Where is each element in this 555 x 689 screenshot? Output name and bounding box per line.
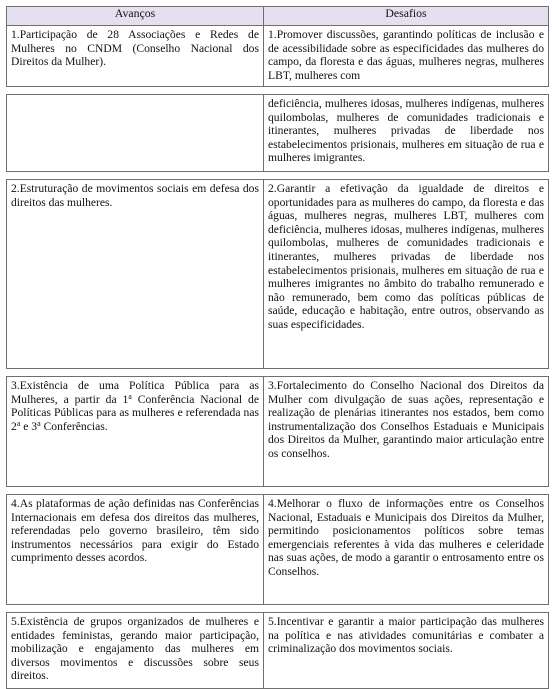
avanco-cell: 1.Participação de 28 Associações e Redes de Mulheres no CNDM (Conselho Nacional dos Direitos da Mulher).: [7, 26, 264, 87]
header-avancos: Avanços: [7, 7, 264, 26]
desafio-cell: 5.Incentivar e garantir a maior participação das mulheres na política e nas atividades comunitárias e combater a criminalização dos movimentos sociais.: [264, 613, 549, 689]
desafio-cell: 2.Garantir a efetivação da igualdade de direitos e oportunidades para as mulheres do campo, da floresta e das águas, mulheres negras, mulheres LBT, mulheres com deficiência, mulheres idosas, mulheres indígenas, mulheres quilombolas, mulheres de comunidades tradicionais e itinerantes, mulheres privadas de liberdade nos estabelecimentos prisionais, mulheres em situação de rua e mulheres imigrantes no âmbito do trabalho remunerado e não remunerado, bem como das políticas públicas de saúde, educação e habitação, entre outros, observando as suas especificidades.: [264, 180, 549, 369]
avanco-cell: 3.Existência de uma Política Pública para as Mulheres, a partir da 1$^a$ Conferência Nacional de Políticas Públicas para as mulheres e referendada nas 2$^a$ e 3$^a$ Conferências.: [7, 377, 264, 487]
table-row: [7, 26, 549, 87]
table-row-continuation: [7, 95, 549, 172]
avanco-cell: 4.As plataformas de ação definidas nas Conferências Internacionais em defesa dos direitos das mulheres, referendadas pelo governo brasileiro, têm sido instrumentos necessários para exigir do Estado cumprimento desses acordos.: [7, 495, 264, 605]
table-row: [7, 180, 549, 369]
avanco-cell: 2.Estruturação de movimentos sociais em defesa dos direitos das mulheres.: [7, 180, 264, 369]
header-desafios: Desafios: [264, 7, 549, 26]
avanco-cell-empty: [7, 95, 264, 172]
header-row: [7, 7, 549, 26]
desafio-cell: 1.Promover discussões, garantindo políticas de inclusão e de acessibilidade sobre as especificidades das mulheres do campo, da floresta e das águas, mulheres negras, mulheres LBT, mulheres com: [264, 26, 549, 87]
avanco-cell: 5.Existência de grupos organizados de mulheres e entidades feministas, gerando maior participação, mobilização e engajamento das mulheres em diversos movimentos e discussões sobre seus direitos.: [7, 613, 264, 689]
document: [6, 6, 548, 689]
avancos-desafios-table: [6, 6, 549, 689]
desafio-cell: 3.Fortalecimento do Conselho Nacional dos Direitos da Mulher com divulgação de suas ações, representação e realização de plenárias itinerantes nos estados, bem como instrumentalização dos Conselhos Estaduais e Municipais dos Direitos da Mulher, garantindo maior articulação entre os conselhos.: [264, 377, 549, 487]
desafio-cell: 4.Melhorar o fluxo de informações entre os Conselhos Nacional, Estaduais e Municipais dos Direitos da Mulher, permitindo posicionamentos políticos sobre temas emergenciais referentes à vida das mulheres e celeridade nas suas ações, de modo a garantir o entrosamento entre os Conselhos.: [264, 495, 549, 605]
table-row: [7, 613, 549, 689]
table-row: [7, 377, 549, 487]
desafio-cell-continued: deficiência, mulheres idosas, mulheres indígenas, mulheres quilombolas, mulheres de comunidades tradicionais e itinerantes, mulheres privadas de liberdade nos estabelecimentos prisionais, mulheres em situação de rua e mulheres imigrantes.: [264, 95, 549, 172]
table-row: [7, 495, 549, 605]
